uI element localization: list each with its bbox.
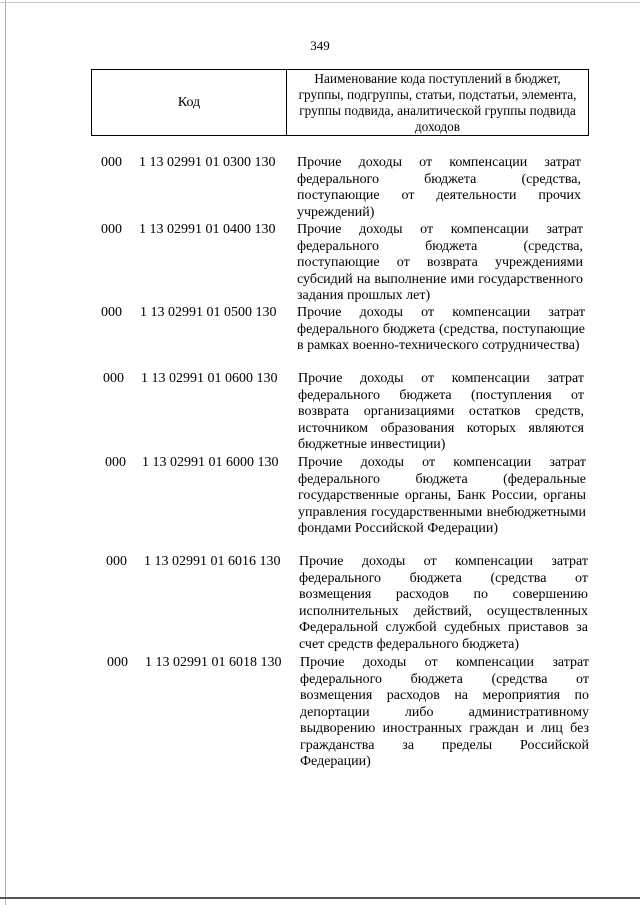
admin-code: 000 <box>103 371 124 386</box>
budget-code: 1 13 02991 01 6000 130 <box>142 455 279 470</box>
admin-code: 000 <box>101 155 122 170</box>
header-name-column: Наименование кода поступлений в бюджет, группы, подгруппы, статьи, подстатьи, элемента, группы подвида, аналитической группы подвида доходов <box>298 70 577 134</box>
admin-code: 000 <box>106 554 127 569</box>
budget-code: 1 13 02991 01 6018 130 <box>145 655 282 670</box>
budget-code: 1 13 02991 01 0600 130 <box>141 371 278 386</box>
row-description: Прочие доходы от компенсации затрат федерального бюджета (средства от возмещения расходов на мероприятия по депортации либо административному выдворению иностранных граждан и лиц без гражданства за пределы Российской Федерации) <box>300 655 589 769</box>
budget-code: 1 13 02991 01 0500 130 <box>140 305 277 320</box>
budget-code: 1 13 02991 01 0400 130 <box>139 222 276 237</box>
row-description: Прочие доходы от компенсации затрат федерального бюджета (поступления от возврата организациями остатков средств, источником образования которых являются бюджетные инвестиции) <box>298 371 584 452</box>
scan-edge-top <box>0 2 640 3</box>
scan-edge-bottom <box>0 897 640 899</box>
admin-code: 000 <box>101 222 122 237</box>
row-description: Прочие доходы от компенсации затрат федерального бюджета (средства, поступающие от деятельности прочих учреждений) <box>297 155 581 220</box>
budget-code: 1 13 02991 01 0300 130 <box>139 155 276 170</box>
table-header <box>91 69 589 136</box>
admin-code: 000 <box>105 455 126 470</box>
budget-code: 1 13 02991 01 6016 130 <box>144 554 281 569</box>
admin-code: 000 <box>107 655 128 670</box>
page-number: 349 <box>310 38 330 53</box>
header-code-column: Код <box>92 70 287 135</box>
row-description: Прочие доходы от компенсации затрат федерального бюджета (федеральные государственные органы, Банк России, органы управления государственными внебюджетными фондами Российской Федерации) <box>298 455 586 536</box>
row-description: Прочие доходы от компенсации затрат федерального бюджета (средства, поступающие от возврата учреждениями субсидий на выполнение ими государственного задания прошлых лет) <box>297 222 583 303</box>
row-description: Прочие доходы от компенсации затрат федерального бюджета (средства, поступающие в рамках военно-технического сотрудничества) <box>297 305 585 353</box>
row-description: Прочие доходы от компенсации затрат федерального бюджета (средства от возмещения расходов по совершению исполнительных действий, осуществленных Федеральной службой судебных приставов за счет средств федерального бюджета) <box>299 554 588 652</box>
scan-edge-left <box>5 0 6 905</box>
admin-code: 000 <box>101 305 122 320</box>
